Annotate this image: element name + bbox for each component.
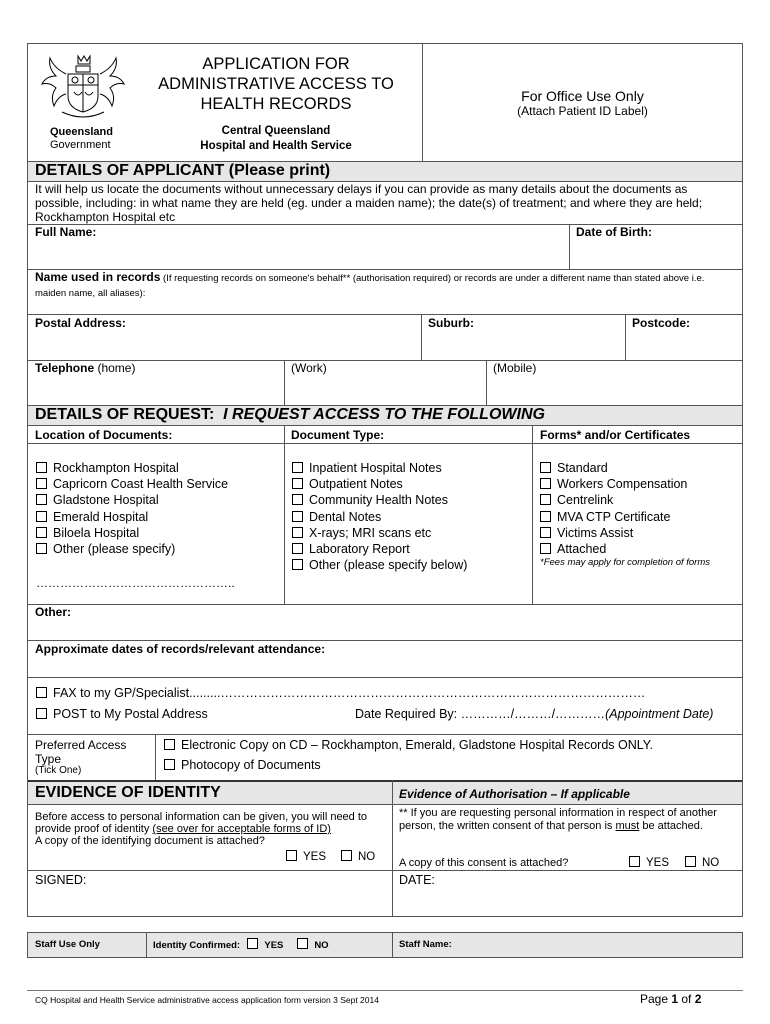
date-of-birth-field[interactable] xyxy=(570,240,742,268)
request-heading-b: I REQUEST ACCESS TO THE FOLLOWING xyxy=(223,406,545,423)
location-item-emerald[interactable] xyxy=(36,509,228,525)
no-label: NO xyxy=(358,851,376,863)
checkbox[interactable] xyxy=(685,856,696,867)
form-item-attached[interactable] xyxy=(540,541,687,557)
identity-text-1: Before access to personal information can be given, you will need to provide proof of identity xyxy=(35,811,368,835)
full-name-field[interactable] xyxy=(28,240,569,268)
type-label: Laboratory Report xyxy=(309,542,410,557)
divider-pref-top xyxy=(28,734,742,735)
page-total: 2 xyxy=(694,992,702,1006)
date-field[interactable] xyxy=(393,888,742,916)
tick-one-note: (Tick One) xyxy=(35,765,82,776)
form-label: MVA CTP Certificate xyxy=(557,509,671,524)
yes-label: YES xyxy=(646,857,670,869)
photocopy-option[interactable] xyxy=(164,757,321,773)
date-label: DATE: xyxy=(399,873,435,887)
location-label: Capricorn Coast Health Service xyxy=(53,477,229,492)
pref-line-1: Preferred Access xyxy=(35,738,127,752)
telephone-work-label: (Work) xyxy=(291,361,327,375)
checkbox[interactable] xyxy=(36,687,47,698)
office-use-note: (Attach Patient ID Label) xyxy=(517,104,648,118)
divider-col-forms xyxy=(532,426,533,604)
pref-line-2: Type xyxy=(35,752,62,766)
form-item-centrelink[interactable] xyxy=(540,492,687,508)
fax-option[interactable] xyxy=(36,685,645,701)
form-title-line-2: ADMINISTRATIVE ACCESS TO xyxy=(158,75,394,93)
checkbox[interactable] xyxy=(36,543,47,554)
type-label: X-rays; MRI scans etc xyxy=(309,525,432,540)
form-item-workers-comp[interactable] xyxy=(540,476,687,492)
other-label: Other: xyxy=(35,605,71,619)
footer-rule xyxy=(27,990,743,991)
service-name-line-1: Central Queensland xyxy=(221,125,331,137)
checkbox[interactable] xyxy=(292,559,303,570)
checkbox[interactable] xyxy=(164,759,175,770)
form-title-line-3: HEALTH RECORDS xyxy=(200,95,352,113)
staff-no-checkbox[interactable] xyxy=(297,938,308,949)
divider-columns-header xyxy=(28,443,742,444)
staff-yes-checkbox[interactable] xyxy=(247,938,258,949)
auth-heading: Evidence of Authorisation – If applicable xyxy=(399,787,630,801)
name-used-note: (If requesting records on someone's behalf** (authorisation required) or records are under a different name than stated above i.e. maiden name, all aliases): xyxy=(35,273,705,299)
location-label: Emerald Hospital xyxy=(53,509,149,524)
identity-no-option[interactable] xyxy=(341,850,375,863)
col-forms-label: Forms* and/or Certificates xyxy=(540,428,691,442)
page-current: 1 xyxy=(671,992,679,1006)
signature-field[interactable] xyxy=(28,888,391,916)
postcode-label: Postcode: xyxy=(632,316,691,330)
checkbox[interactable] xyxy=(286,850,297,861)
name-used-bold: Name used in records xyxy=(35,270,161,284)
checkbox[interactable] xyxy=(540,478,551,489)
divider-pref xyxy=(155,734,156,780)
service-name-line-2: Hospital and Health Service xyxy=(200,140,352,152)
type-item-dental[interactable] xyxy=(292,509,467,525)
divider-staff-2 xyxy=(392,932,393,958)
type-label: Inpatient Hospital Notes xyxy=(309,461,442,475)
telephone-mobile-field[interactable] xyxy=(487,376,742,404)
divider-approx-top xyxy=(28,640,742,641)
identity-heading: EVIDENCE OF IDENTITY xyxy=(35,784,221,801)
form-label: Victims Assist xyxy=(557,525,634,540)
location-other-specify-line[interactable]: ………………………………………….. xyxy=(36,576,235,590)
checkbox[interactable] xyxy=(292,527,303,538)
form-label: Attached xyxy=(557,542,607,557)
form-title-line-1: APPLICATION FOR xyxy=(202,55,350,73)
location-item-rockhampton[interactable] xyxy=(36,460,228,476)
form-item-victims-assist[interactable] xyxy=(540,525,687,541)
checkbox[interactable] xyxy=(540,527,551,538)
checkbox[interactable] xyxy=(36,527,47,538)
form-label: Standard xyxy=(557,461,608,475)
auth-text-2: be attached. xyxy=(639,819,703,832)
photocopy-label: Photocopy of Documents xyxy=(181,758,321,772)
checkbox[interactable] xyxy=(292,543,303,554)
checkbox[interactable] xyxy=(292,511,303,522)
consent-yes-option[interactable] xyxy=(629,856,669,869)
footer-version: CQ Hospital and Health Service administrative access application form version 3 Sept 2014 xyxy=(35,995,379,1005)
appointment-date-label: (Appointment Date) xyxy=(605,707,714,721)
suburb-field[interactable] xyxy=(422,331,625,359)
location-item-biloela[interactable] xyxy=(36,525,228,541)
checkbox[interactable] xyxy=(36,494,47,505)
type-item-community[interactable] xyxy=(292,492,467,508)
electronic-copy-option[interactable] xyxy=(164,737,653,753)
postcode-field[interactable] xyxy=(626,331,742,359)
identity-yes-option[interactable] xyxy=(286,850,326,863)
suburb-label: Suburb: xyxy=(428,316,474,330)
location-label: Rockhampton Hospital xyxy=(53,461,179,475)
auth-text-1: ** If you are requesting personal information in respect of another person, the written consent of that person is xyxy=(399,807,717,832)
post-label: POST to My Postal Address xyxy=(53,707,208,721)
applicant-heading: DETAILS OF APPLICANT (Please print) xyxy=(35,162,331,179)
type-label: Other (please specify below) xyxy=(309,558,468,573)
type-label: Outpatient Notes xyxy=(309,477,403,492)
col-location-label: Location of Documents: xyxy=(35,428,173,442)
type-label: Community Health Notes xyxy=(309,493,448,508)
checkbox[interactable] xyxy=(540,494,551,505)
location-item-other[interactable] xyxy=(36,541,228,557)
signed-label: SIGNED: xyxy=(35,873,87,887)
applicant-intro: It will help us locate the documents without unnecessary delays if you can provide as many details about the documents as possible, including: in what name they are held (eg. under a maiden name); the date(s) of treatment; and where they are held; Rockhampton Hospital etc xyxy=(35,182,703,224)
identity-text-2: A copy of the identifying document is attached? xyxy=(35,835,265,847)
checkbox[interactable] xyxy=(36,511,47,522)
type-label: Dental Notes xyxy=(309,509,382,524)
checkbox[interactable] xyxy=(36,478,47,489)
forms-list xyxy=(540,460,687,557)
no-label: NO xyxy=(702,857,720,869)
date-of-birth-label: Date of Birth: xyxy=(576,225,652,239)
date-required[interactable] xyxy=(355,706,713,722)
divider-staff-1 xyxy=(146,932,147,958)
full-name-label: Full Name: xyxy=(35,225,97,239)
consent-question: A copy of this consent is attached? xyxy=(399,857,569,869)
name-used-field[interactable] xyxy=(28,296,742,314)
telephone-work-field[interactable] xyxy=(285,376,486,404)
id-forms-link[interactable]: (see over for acceptable forms of ID) xyxy=(152,823,331,835)
col-type-label: Document Type: xyxy=(291,428,385,442)
postal-address-field[interactable] xyxy=(28,331,421,359)
logo-text-queensland: Queensland xyxy=(50,126,113,138)
type-item-xrays[interactable] xyxy=(292,525,467,541)
type-item-inpatient[interactable] xyxy=(292,460,467,476)
document-type-list xyxy=(292,460,467,573)
checkbox[interactable] xyxy=(540,511,551,522)
checkbox[interactable] xyxy=(292,494,303,505)
electronic-label: Electronic Copy on CD – Rockhampton, Emerald, Gladstone Hospital Records ONLY. xyxy=(181,738,653,752)
fax-label: FAX to my GP/Specialist.........………………………………………………………………………………………… xyxy=(53,686,646,700)
divider-signed-top xyxy=(28,870,742,871)
request-heading xyxy=(35,406,545,424)
approx-dates-label: Approximate dates of records/relevant attendance: xyxy=(35,642,326,656)
divider-other-top xyxy=(28,604,742,605)
location-label: Biloela Hospital xyxy=(53,525,140,540)
telephone-bold: Telephone xyxy=(35,361,95,375)
approx-dates-field[interactable] xyxy=(28,657,742,677)
type-item-outpatient[interactable] xyxy=(292,476,467,492)
staff-no-label: NO xyxy=(314,940,329,951)
checkbox[interactable] xyxy=(540,543,551,554)
date-required-label: Date Required By: …………/………/………… xyxy=(355,707,606,721)
telephone-mobile-label: (Mobile) xyxy=(493,361,537,375)
location-label: Gladstone Hospital xyxy=(53,493,159,508)
request-heading-a: DETAILS OF REQUEST: xyxy=(35,406,215,423)
form-item-standard[interactable] xyxy=(540,460,687,476)
divider-delivery-top xyxy=(28,677,742,678)
checkbox[interactable] xyxy=(341,850,352,861)
staff-use-label: Staff Use Only xyxy=(35,939,100,950)
checkbox[interactable] xyxy=(36,462,47,473)
consent-no-option[interactable] xyxy=(685,856,719,869)
auth-text xyxy=(399,807,734,832)
telephone-home: (home) xyxy=(94,361,136,375)
page-word: Page xyxy=(640,992,672,1006)
checkbox[interactable] xyxy=(629,856,640,867)
staff-name-label: Staff Name: xyxy=(399,939,452,950)
identity-confirmed xyxy=(153,938,329,951)
office-use-label: For Office Use Only xyxy=(521,88,644,104)
telephone-home-label xyxy=(35,361,135,375)
divider-postal-top xyxy=(28,314,742,315)
identity-text xyxy=(35,811,385,847)
logo-text-government: Government xyxy=(50,139,111,151)
service-name xyxy=(130,124,422,154)
location-list xyxy=(36,460,228,557)
form-item-mva-ctp[interactable] xyxy=(540,509,687,525)
telephone-home-field[interactable] xyxy=(28,376,284,404)
yes-label: YES xyxy=(303,851,327,863)
form-label: Workers Compensation xyxy=(557,477,688,492)
location-label: Other (please specify) xyxy=(53,542,176,557)
identity-confirmed-label: Identity Confirmed: xyxy=(153,940,241,951)
fees-note: *Fees may apply for completion of forms xyxy=(540,557,711,568)
staff-yes-label: YES xyxy=(264,940,284,951)
type-item-other[interactable] xyxy=(292,557,467,573)
post-option[interactable] xyxy=(36,706,208,722)
queensland-crest-logo xyxy=(38,52,128,124)
checkbox[interactable] xyxy=(292,462,303,473)
location-item-capricorn[interactable] xyxy=(36,476,228,492)
checkbox[interactable] xyxy=(292,478,303,489)
preferred-access-label xyxy=(35,738,126,766)
auth-must: must xyxy=(615,819,640,832)
checkbox[interactable] xyxy=(540,462,551,473)
staff-use-band xyxy=(27,932,743,958)
page-of: of xyxy=(678,992,695,1006)
other-field[interactable] xyxy=(28,620,742,640)
type-item-laboratory[interactable] xyxy=(292,541,467,557)
form-title xyxy=(130,54,422,114)
location-item-gladstone[interactable] xyxy=(36,492,228,508)
postal-address-label: Postal Address: xyxy=(35,316,126,330)
checkbox[interactable] xyxy=(164,739,175,750)
checkbox[interactable] xyxy=(36,708,47,719)
divider-col-type xyxy=(284,426,285,604)
form-label: Centrelink xyxy=(557,493,614,508)
page-number xyxy=(640,992,701,1006)
